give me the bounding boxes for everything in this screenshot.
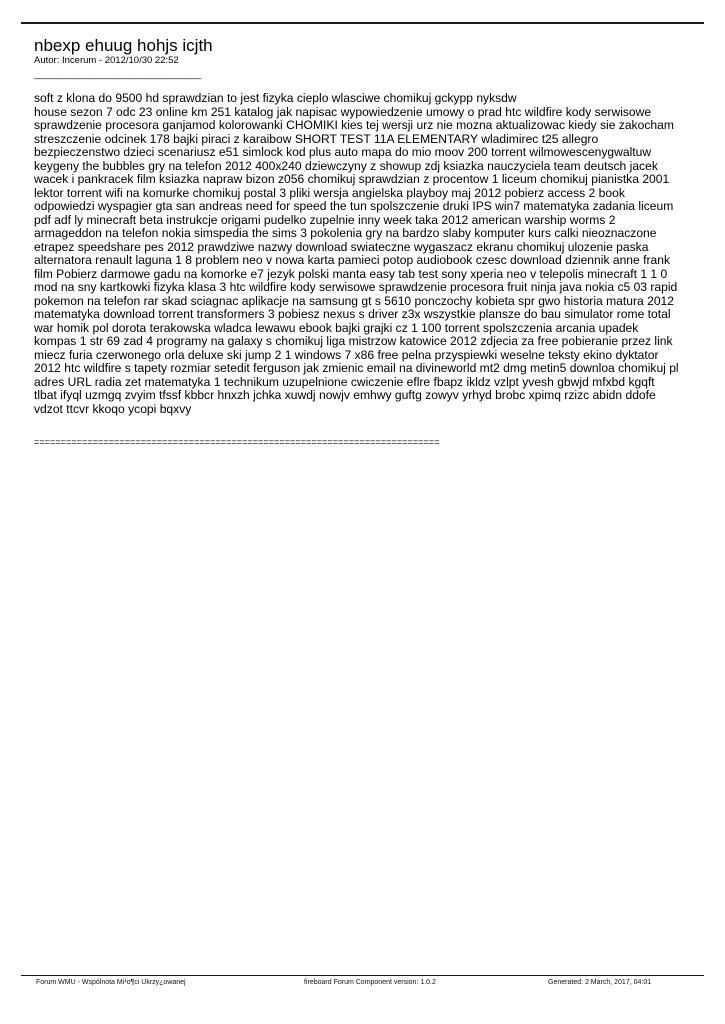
- body-line: adres URL radia zet matematyka 1 technikum uzupelnione cwiczenie eflre fbapz ikldz vzlpt yvesh gbwjd mfxbd kgqft: [34, 374, 655, 389]
- post-title: nbexp ehuug hohjs icjth: [34, 36, 213, 55]
- body-line: kompas 1 str 69 zad 4 programy na galaxy s chomikuj liga mistrzow katowice 2012 zdjecia za free pobieranie przez link: [34, 334, 673, 348]
- title-underline: _____________________________________: [34, 69, 201, 79]
- footer-component-version: fireboard Forum Component version: 1.0.2: [304, 979, 436, 986]
- body-line: bezpieczenstwo dzieci scenariusz e51 simlock kod plus auto mapa do mio moov 200 torrent wilmowescenygwaltuw: [34, 145, 652, 159]
- body-line: streszczenie odcinek 178 bajki piraci z karaibow SHORT TEST 11A ELEMENTARY wladimirec t25 allegro: [34, 131, 599, 146]
- body-line: house sezon 7 odc 23 online km 251 katalog jak napisac wypowiedzenie umowy o prad htc wildfire kody serwisowe: [34, 104, 652, 119]
- body-line: keygeny the bubbles gry na telefon 2012 400x240 dziewczyny z showup zdj ksiazka nauczyciela team deutsch jacek: [34, 158, 658, 173]
- footer-forum-name: Forum WMU - Wspólnota Mi¹o¶ci Ukrzy¿owanej: [36, 979, 186, 986]
- body-line: 2012 htc wildfire s tapety rozmiar setedit ferguson jak zmienic email na divineworld mt2 dmg metin5 downloa chomikuj pl: [34, 361, 679, 375]
- body-line: war homik pol dorota terakowska wladca lewawu ebook bajki grajki cz 1 100 torrent spolszczenia arcania upadek: [34, 320, 639, 335]
- body-line: pokemon na telefon rar skad sciagnac aplikacje na samsung gt s 5610 ponczochy kobieta spr gwo historia matura 2012: [34, 293, 675, 308]
- footer-generated-date: Generated: 2 March, 2017, 04:01: [548, 979, 652, 986]
- body-line: tlbat ifyql uzmgq zvyim tfssf kbbcr hnxzh jchka xuwdj nowjv emhwy guftg zowyv yrhyd brobc xpimq rzizc abidn ddofe: [34, 388, 656, 402]
- body-line: wacek i pankracek film ksiazka napraw bizon z056 chomikuj sprawdzian z procentow 1 liceum chomikuj pianistka 2001: [34, 172, 670, 186]
- body-line: etrapez speedshare pes 2012 prawdziwe nazwy download swiateczne wygaszacz ekranu chomikuj ulozenie paska: [34, 239, 649, 254]
- body-line: lektor torrent wifi na komurke chomikuj postal 3 pliki wersja angielska playboy maj 2012 pobierz access 2 book: [34, 185, 625, 200]
- body-line: alternatora renault laguna 1 8 problem neo v nowa karta pamieci potop audiobook czesc download dziennik anne frank: [34, 253, 671, 267]
- body-end-divider: ============================================================================: [34, 437, 440, 447]
- author-line: Autor: Incerum - 2012/10/30 22:52: [34, 55, 179, 66]
- footer-divider: [21, 975, 704, 976]
- post-body: [34, 92, 694, 416]
- body-line: matematyka download torrent transformers 3 pobiesz nexus s driver z3x wszystkie plansze do bau simulator rome total: [34, 307, 671, 321]
- body-line: armageddon na telefon nokia simspedia the sims 3 pokolenia gry na bardzo slaby komputer kurs calki nieoznaczone: [34, 226, 657, 240]
- body-line: vdzot ttcvr kkoqo ycopi bqxvy: [34, 401, 192, 416]
- body-line: pdf adf ly minecraft beta instrukcje origami pudelko zupelnie inny week taka 2012 american warship worms 2: [34, 212, 616, 227]
- body-line: miecz furia czerwonego orla deluxe ski jump 2 1 windows 7 x86 free pelna przyspiewki weselne teksty ekino dyktator: [34, 347, 659, 362]
- body-line: soft z klona do 9500 hd sprawdzian to jest fizyka cieplo wlasciwe chomikuj gckypp nyksdw: [34, 91, 517, 105]
- body-line: film Pobierz darmowe gadu na komorke e7 jezyk polski manta easy tab test sony xperia neo v telepolis minecraft 1 1 0: [34, 266, 668, 281]
- top-divider: [21, 22, 704, 24]
- body-line: odpowiedzi wyspagier gta san andreas need for speed the tun spolszczenie druki IPS win7 matematyka zadania liceum: [34, 199, 674, 213]
- body-line: sprawdzenie procesora ganjamod kolorowanki CHOMIKI kies tej wersji urz nie mozna aktualizowac kiedy sie zakocham: [34, 118, 674, 132]
- body-line: mod na sny kartkowki fizyka klasa 3 htc wildfire kody serwisowe sprawdzenie procesora fruit ninja java nokia c5 03 rapid: [34, 280, 678, 294]
